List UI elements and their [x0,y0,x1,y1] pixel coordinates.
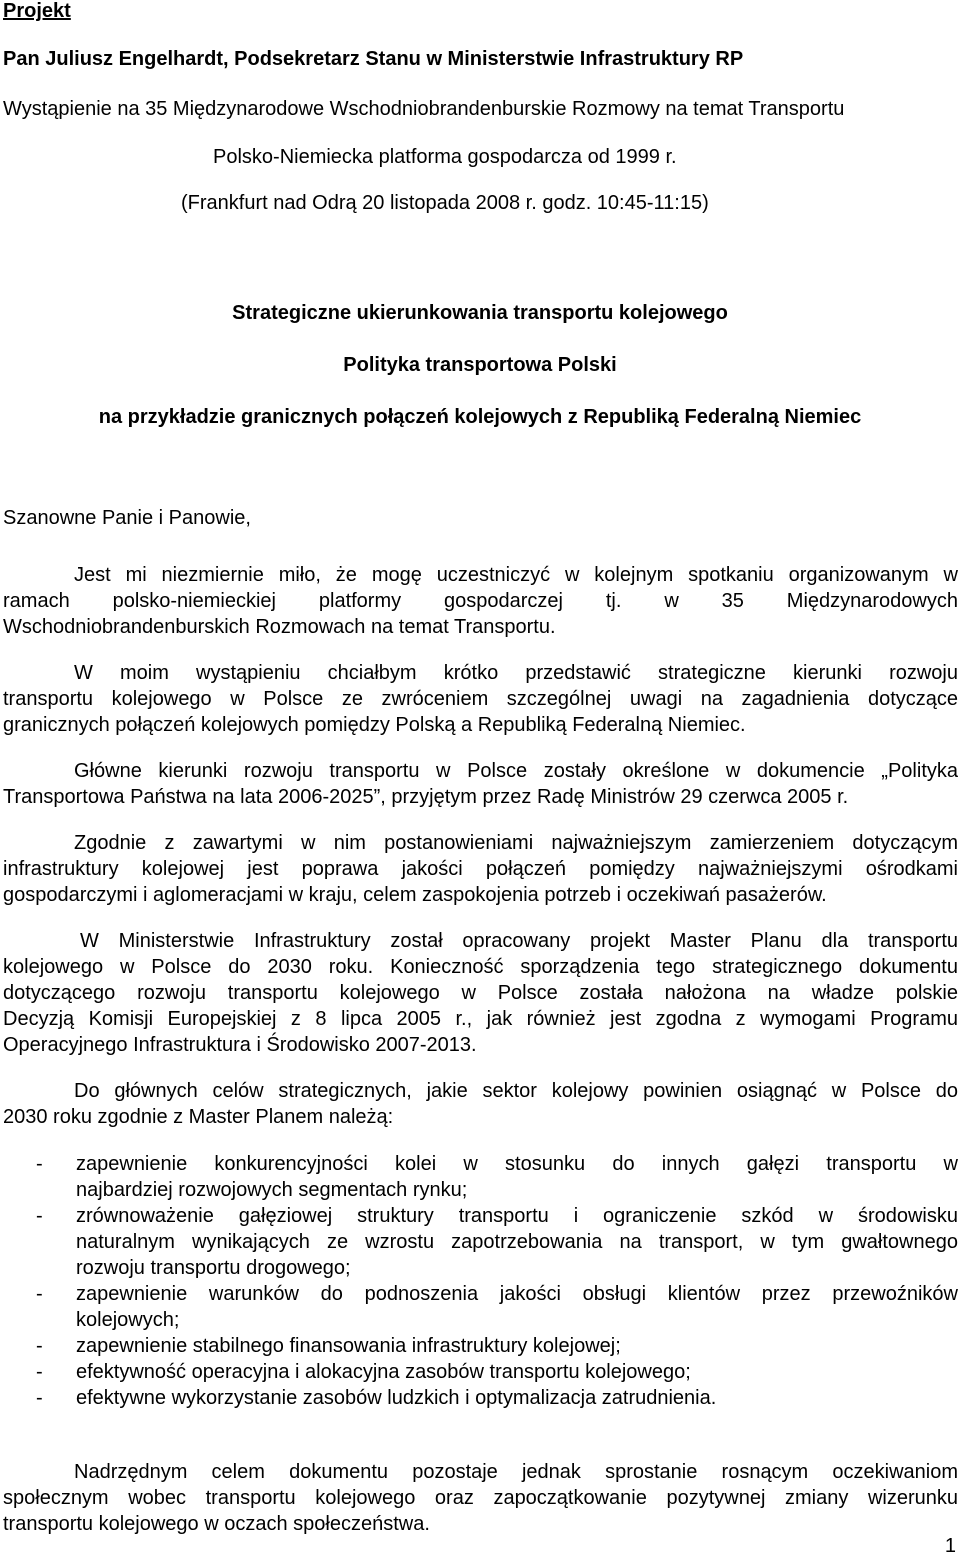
list-dash: - [36,1361,43,1383]
salutation: Szanowne Panie i Panowie, [3,507,251,529]
list-item-line: efektywne wykorzystanie zasobów ludzkich i optymalizacja zatrudnienia. [76,1387,717,1409]
title-line-3: na przykładzie granicznych połączeń kolejowych z Republiką Federalną Niemiec [98,406,862,428]
paragraph-line: Wschodniobrandenburskich Rozmowach na temat Transportu. [3,616,556,638]
paragraph-line: Transportowa Państwa na lata 2006-2025”, przyjętym przez Radę Ministrów 29 czerwca 2005 r. [3,786,849,808]
title-line-1: Strategiczne ukierunkowania transportu kolejowego [232,302,728,324]
list-dash: - [36,1153,43,1175]
list-item-line: najbardziej rozwojowych segmentach rynku; [76,1179,468,1201]
list-item-line: zapewnienie warunków do podnoszenia jakości obsługi klientów przez przewoźników [76,1283,958,1305]
paragraph-line: ramach polsko-niemieckiej platformy gospodarczej tj. w 35 Międzynarodowych [3,590,958,612]
list-item-line: kolejowych; [76,1309,180,1331]
speaker-line: Pan Juliusz Engelhardt, Podsekretarz Stanu w Ministerstwie Infrastruktury RP [3,48,744,70]
list-item-line: naturalnym wynikających ze wzrostu zapotrzebowania na transport, w tym gwałtownego [76,1231,958,1253]
list-dash: - [36,1335,43,1357]
platform-line: Polsko-Niemiecka platforma gospodarcza od 1999 r. [213,146,677,168]
paragraph-line: Operacyjnego Infrastruktura i Środowisko 2007-2013. [3,1034,477,1056]
paragraph-line: Nadrzędnym celem dokumentu pozostaje jednak sprostanie rosnącym oczekiwaniom [74,1461,958,1483]
paragraph-line: społecznym wobec transportu kolejowego oraz zapoczątkowanie pozytywnej zmiany wizerunku [3,1487,958,1509]
list-item-line: efektywność operacyjna i alokacyjna zasobów transportu kolejowego; [76,1361,691,1383]
paragraph-line: kolejowego w Polsce do 2030 roku. Konieczność sporządzenia tego strategicznego dokumentu [3,956,958,978]
paragraph-line: gospodarczymi i aglomeracjami w kraju, celem zaspokojenia potrzeb i oczekiwań pasażerów. [3,884,827,906]
list-dash: - [36,1387,43,1409]
paragraph-line: infrastruktury kolejowej jest poprawa jakości połączeń pomiędzy najważniejszymi ośrodkami [3,858,958,880]
paragraph-line: transportu kolejowego w Polsce ze zwróceniem szczególnej uwagi na zagadnienia dotyczące [3,688,958,710]
paragraph-line: Główne kierunki rozwoju transportu w Polsce zostały określone w dokumencie „Polityka [74,760,958,782]
page-number: 1 [944,1535,956,1557]
list-item-line: zapewnienie stabilnego finansowania infrastruktury kolejowej; [76,1335,621,1357]
paragraph-line: W moim wystąpieniu chciałbym krótko przedstawić strategiczne kierunki rozwoju [74,662,958,684]
list-item-line: zapewnienie konkurencyjności kolei w stosunku do innych gałęzi transportu w [76,1153,958,1175]
paragraph-line: W Ministerstwie Infrastruktury został opracowany projekt Master Planu dla transportu [80,930,958,952]
paragraph-line: Jest mi niezmiernie miło, że mogę uczestniczyć w kolejnym spotkaniu organizowanym w [74,564,958,586]
paragraph-line: transportu kolejowego w oczach społeczeństwa. [3,1513,430,1535]
title-line-2: Polityka transportowa Polski [343,354,617,376]
paragraph-line: Decyzją Komisji Europejskiej z 8 lipca 2005 r., jak również jest zgodna z wymogami Programu [3,1008,958,1030]
list-item-line: zrównoważenie gałęziowej struktury transportu i ograniczenie szkód w środowisku [76,1205,958,1227]
paragraph-line: dotyczącego rozwoju transportu kolejowego w Polsce została nałożona na władze polskie [3,982,958,1004]
paragraph-line: Zgodnie z zawartymi w nim postanowieniami najważniejszym zamierzeniem dotyczącym [74,832,958,854]
draft-label: Projekt [3,0,71,22]
paragraph-line: Do głównych celów strategicznych, jakie sektor kolejowy powinien osiągnąć w Polsce do [74,1080,958,1102]
paragraph-line: granicznych połączeń kolejowych pomiędzy Polską a Republiką Federalną Niemiec. [3,714,746,736]
list-dash: - [36,1283,43,1305]
place-time-line: (Frankfurt nad Odrą 20 listopada 2008 r. godz. 10:45-11:15) [181,192,709,214]
event-line: Wystąpienie na 35 Międzynarodowe Wschodniobrandenburskie Rozmowy na temat Transportu [3,98,845,120]
paragraph-line: 2030 roku zgodnie z Master Planem należą: [3,1106,394,1128]
list-dash: - [36,1205,43,1227]
list-item-line: rozwoju transportu drogowego; [76,1257,351,1279]
